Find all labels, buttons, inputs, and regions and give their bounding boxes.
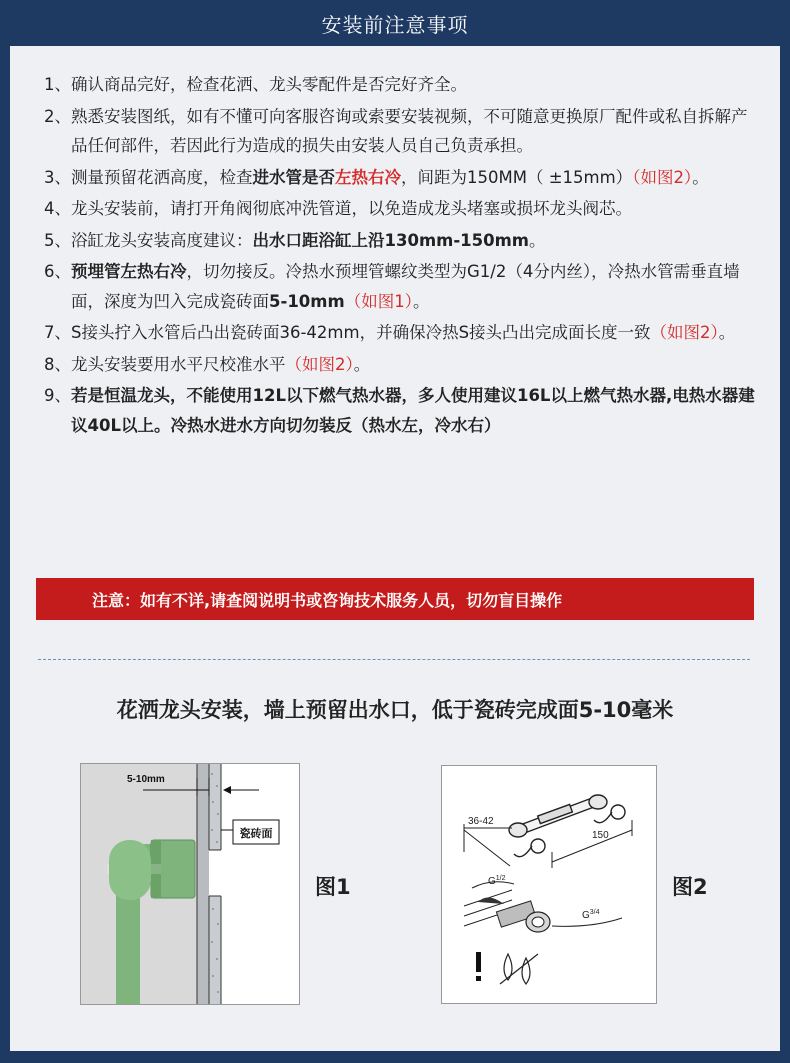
figure-2-caption: 图2 <box>672 875 708 899</box>
instruction-list <box>44 70 756 442</box>
instruction-item <box>44 381 756 440</box>
figure-1-image <box>80 763 300 1005</box>
tile-layer-lower <box>209 896 221 1004</box>
instruction-number: 5、 <box>44 230 71 250</box>
instruction-text-segment: 龙头安装要用水平尺校准水平 <box>71 354 286 374</box>
instruction-number: 2、 <box>44 106 71 126</box>
instruction-text <box>71 318 756 348</box>
instruction-text-segment: 熟悉安装图纸，如有不懂可向客服咨询或索要安装视频，不可随意更换原厂配件或私自拆解产品任何部件，若因此行为造成的损失由安装人员自己负责承担。 <box>71 106 748 155</box>
instruction-text-segment: 。 <box>353 354 371 374</box>
warning-icon <box>476 952 481 981</box>
instruction-text-segment: 测量预留花洒高度，检查 <box>71 167 253 187</box>
page-header <box>0 0 790 46</box>
instruction-text-segment: （如图2） <box>632 167 693 187</box>
instruction-text-segment: 浴缸龙头安装高度建议： <box>71 230 253 250</box>
dim-150-label: 150 <box>592 830 609 841</box>
instruction-text <box>71 350 756 380</box>
instruction-text-segment: 左热右冷 <box>335 167 401 187</box>
instruction-text-segment: S接头拧入水管后凸出瓷砖面36-42mm，并确保冷热S接头凸出完成面长度一致 <box>71 323 651 342</box>
instruction-text-segment: 5-10mm <box>269 291 345 311</box>
instruction-number: 7、 <box>44 323 71 342</box>
notice-text: 注意：如有不详,请查阅说明书或咨询技术服务人员，切勿盲目操作 <box>92 590 563 610</box>
instruction-item <box>44 102 756 161</box>
instruction-text <box>71 163 756 193</box>
instruction-text-segment: 确认商品完好，检查花洒、龙头零配件是否完好齐全。 <box>71 75 467 94</box>
instruction-text-segment: 出水口距浴缸上沿130mm-150mm <box>252 230 530 250</box>
instruction-text-segment: 。 <box>412 291 430 311</box>
instruction-number: 4、 <box>44 199 71 218</box>
instruction-item <box>44 163 756 193</box>
right-handle <box>589 795 607 809</box>
instruction-text-segment: 预埋管左热右冷 <box>71 262 187 281</box>
tile-surface-label: 瓷砖面 <box>239 827 273 840</box>
instruction-text-segment: （如图1） <box>344 291 413 311</box>
instruction-text-segment: （如图2） <box>285 354 354 374</box>
instruction-text <box>71 226 756 256</box>
thread-g-half-label: $G^{1/2}$ <box>488 875 506 887</box>
instruction-item <box>44 257 756 316</box>
instruction-text <box>71 70 756 100</box>
thread-g-three-quarter-label: $G^{3/4}$ <box>582 909 600 921</box>
instruction-text <box>71 257 756 316</box>
instruction-item <box>44 350 756 380</box>
instruction-number: 3、 <box>44 167 71 187</box>
instruction-text-segment: 进水管是否 <box>252 167 335 187</box>
figure-2-image <box>441 765 657 1004</box>
wall-section-diagram <box>81 764 299 1004</box>
instruction-number: 9、 <box>44 386 71 405</box>
install-title: 花洒龙头安装，墙上预留出水口，低于瓷砖完成面5-10毫米 <box>116 698 674 722</box>
instruction-text-segment: ，切勿接反。冷热水预埋管螺纹类型为G1/2（4分内丝），冷热水管需垂直墙面，深度为凹入完成瓷砖面 <box>71 262 740 311</box>
instruction-text-segment: 若是恒温龙头，不能使用12L以下燃气热水器，多人使用建议16L以上燃气热水器,电热水器建议40L以上。冷热水进水方向切勿装反（热水左，冷水右） <box>71 386 755 435</box>
instruction-item <box>44 70 756 100</box>
notice-banner <box>36 578 754 620</box>
instruction-text-segment: 。 <box>529 230 546 250</box>
instruction-text-segment: 。 <box>692 167 709 187</box>
figure-1-caption: 图1 <box>315 875 351 899</box>
left-handle <box>509 823 527 837</box>
instruction-number: 1、 <box>44 75 71 94</box>
instruction-text-segment: ，间距为150MM（ ±15mm） <box>401 167 633 187</box>
instruction-text-segment: 龙头安装前，请打开角阀彻底冲洗管道，以免造成龙头堵塞或损坏龙头阀芯。 <box>71 199 632 218</box>
instruction-item <box>44 318 756 348</box>
header-title: 安装前注意事项 <box>321 12 469 37</box>
instruction-text-segment: （如图2） <box>650 323 719 342</box>
instruction-text <box>71 102 756 161</box>
instruction-item <box>44 194 756 224</box>
instruction-number: 8、 <box>44 354 71 374</box>
dim-5-10mm-label: 5-10mm <box>127 774 165 785</box>
dashed-divider <box>38 659 750 660</box>
instruction-item <box>44 226 756 256</box>
faucet-install-diagram <box>442 766 656 1003</box>
tile-layer-upper <box>209 764 221 850</box>
instruction-text-segment: 。 <box>718 323 736 342</box>
instruction-text <box>71 381 756 440</box>
instruction-number: 6、 <box>44 262 71 281</box>
instruction-text <box>71 194 756 224</box>
dim-36-42-label: 36-42 <box>468 816 494 827</box>
